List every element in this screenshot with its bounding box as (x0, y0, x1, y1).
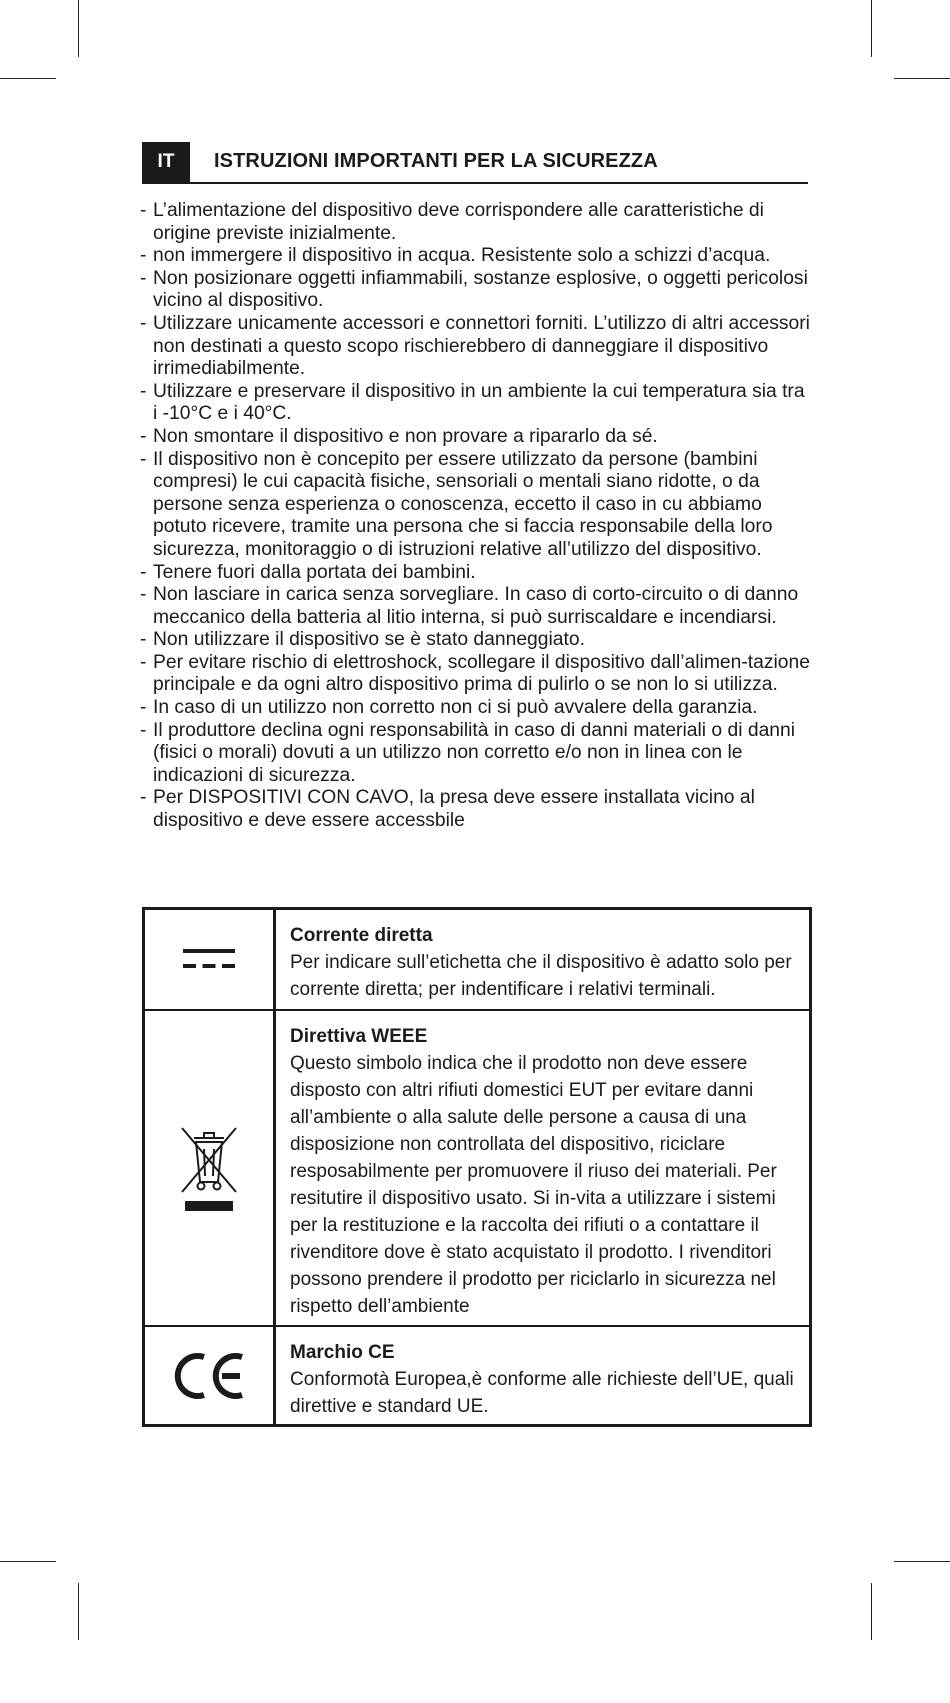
list-item: - Tenere fuori dalla portata dei bambini. (140, 562, 810, 585)
symbol-title: Marchio CE (290, 1342, 395, 1363)
list-item: - Il dispositivo non è concepito per essere utilizzato da persone (bambini compresi) le cui capacità fisiche, sensoriali o mentali siano ridotte, o da persone senza esperienza o conoscenza, eccetto il caso in cu abbiamo potuto ricevere, tramite una persona che si faccia responsabile della loro sicurezza, monitoraggio o di istruzioni relative all’utilizzo del dispositivo. (140, 449, 810, 562)
rule-text: Tenere fuori dalla portata dei bambini. (153, 561, 476, 583)
direct-current-icon (145, 910, 276, 1009)
table-row (145, 1011, 809, 1327)
table-row (145, 1327, 809, 1424)
rule-text: Non posizionare oggetti infiammabili, sostanze esplosive, o oggetti pericolosi vicino al dispositivo. (153, 267, 808, 312)
table-row (145, 910, 809, 1011)
rule-text: Utilizzare unicamente accessori e connettori forniti. L’utilizzo di altri accessori non destinati a questo scopo rischierebbero di danneggiare il dispositivo irrimediabilmente. (153, 312, 810, 380)
list-item: - Non smontare il dispositivo e non provare a ripararlo da sé. (140, 426, 810, 449)
rule-text: L’alimentazione del dispositivo deve corrispondere alle caratteristiche di origine previste inizialmente. (153, 200, 764, 244)
page-title: ISTRUZIONI IMPORTANTI PER LA SICUREZZA (214, 150, 658, 172)
symbol-text: Per indicare sull’etichetta che il dispositivo è adatto solo per corrente diretta; per indentificare i relativi terminali. (290, 952, 792, 1000)
list-item: - Per evitare rischio di elettroshock, scollegare il dispositivo dall’alimen-tazione principale e da ogni altro dispositivo prima di pulirlo o se non lo si utilizza. (140, 651, 810, 696)
rule-text: non immergere il dispositivo in acqua. Resistente solo a schizzi d’acqua. (153, 245, 771, 267)
ce-mark-icon (145, 1327, 276, 1424)
crop-mark (871, 1583, 872, 1640)
symbol-description (276, 1327, 809, 1424)
symbol-text: Questo simbolo indica che il prodotto non deve essere disposto con altri rifiuti domestici EUT per evitare danni all’ambiente o alla salute delle persone a causa di una disposizione non controllata del dispositivo, riciclare resposabilmente per promuovere il riuso dei materiali. Per resitutire il dispositivo usato. Si in-vita a utilizzare i sistemi per la restituzione e la raccolta dei rifiuti o a contattare il rivenditore dove è stato acquistato il prodotto. I rivenditori possono prendere il prodotto per riciclarlo in sicurezza nel rispetto dell’ambiente (290, 1053, 777, 1317)
crop-mark (894, 1561, 950, 1562)
crop-mark (0, 1561, 56, 1562)
list-item: - Il produttore declina ogni responsabilità in caso di danni materiali o di danni (fisici o morali) dovuti a un utilizzo non corretto e/o non in linea con le indicazioni di sicurezza. (140, 720, 810, 788)
rule-text: Utilizzare e preservare il dispositivo in un ambiente la cui temperatura sia tra i -10°C e i 40°C. (153, 380, 805, 425)
symbol-description (276, 910, 809, 1009)
list-item: - non immergere il dispositivo in acqua. Resistente solo a schizzi d’acqua. (140, 245, 810, 268)
symbol-description (276, 1011, 809, 1325)
list-item: - In caso di un utilizzo non corretto non ci si può avvalere della garanzia. (140, 697, 810, 720)
section-header (142, 142, 808, 184)
list-item: - L’alimentazione del dispositivo deve corrispondere alle caratteristiche di origine previste inizialmente. (140, 200, 810, 245)
rule-text: Per evitare rischio di elettroshock, scollegare il dispositivo dall’alimen-tazione principale e da ogni altro dispositivo prima di pulirlo o se non lo si utilizza. (153, 651, 810, 696)
rule-text: Il dispositivo non è concepito per essere utilizzato da persone (bambini compresi) le cui capacità fisiche, sensoriali o mentali siano ridotte, o da persone senza esperienza o conoscenza, eccetto il caso in cu abbiamo potuto ricevere, tramite una persona che si faccia responsabile della loro sicurezza, monitoraggio o di istruzioni relative all’utilizzo del dispositivo. (153, 448, 773, 560)
list-item: - Per DISPOSITIVI CON CAVO, la presa deve essere installata vicino al dispositivo e deve essere accessbile (140, 787, 810, 832)
rule-text: Non utilizzare il dispositivo se è stato danneggiato. (153, 629, 585, 651)
list-item: - Non lasciare in carica senza sorvegliare. In caso di corto-circuito o di danno meccanico della batteria al litio interna, si può surriscaldare e incendiarsi. (140, 584, 810, 629)
crop-mark (78, 0, 79, 57)
rule-text: Il produttore declina ogni responsabilità in caso di danni materiali o di danni (fisici o morali) dovuti a un utilizzo non corretto e/o non in linea con le indicazioni di sicurezza. (153, 719, 796, 786)
language-badge: IT (142, 142, 190, 182)
list-item: - Utilizzare e preservare il dispositivo in un ambiente la cui temperatura sia tra i -10°C e i 40°C. (140, 381, 810, 426)
rule-text: Non smontare il dispositivo e non provare a ripararlo da sé. (153, 425, 658, 447)
symbol-title: Direttiva WEEE (290, 1026, 428, 1047)
weee-crossed-bin-icon (145, 1011, 276, 1325)
list-item: - Non posizionare oggetti infiammabili, sostanze esplosive, o oggetti pericolosi vicino al dispositivo. (140, 268, 810, 313)
rule-text: In caso di un utilizzo non corretto non ci si può avvalere della garanzia. (153, 697, 758, 719)
crop-mark (894, 78, 950, 79)
safety-rules-list (140, 200, 810, 833)
crop-mark (871, 0, 872, 57)
crop-mark (0, 78, 56, 79)
symbol-text: Conformotà Europea,è conforme alle richieste dell’UE, quali direttive e standard UE. (290, 1369, 794, 1417)
crop-mark (78, 1583, 79, 1640)
rule-text: Non lasciare in carica senza sorvegliare. In caso di corto-circuito o di danno meccanico della batteria al litio interna, si può surriscaldare e incendiarsi. (153, 584, 799, 628)
list-item: - Utilizzare unicamente accessori e connettori forniti. L’utilizzo di altri accessori non destinati a questo scopo rischierebbero di danneggiare il dispositivo irrimediabilmente. (140, 312, 810, 380)
rule-text: Per DISPOSITIVI CON CAVO, la presa deve essere installata vicino al dispositivo e deve essere accessbile (153, 787, 755, 832)
list-item: - Non utilizzare il dispositivo se è stato danneggiato. (140, 629, 810, 652)
symbols-table (142, 907, 812, 1427)
symbol-title: Corrente diretta (290, 925, 433, 946)
